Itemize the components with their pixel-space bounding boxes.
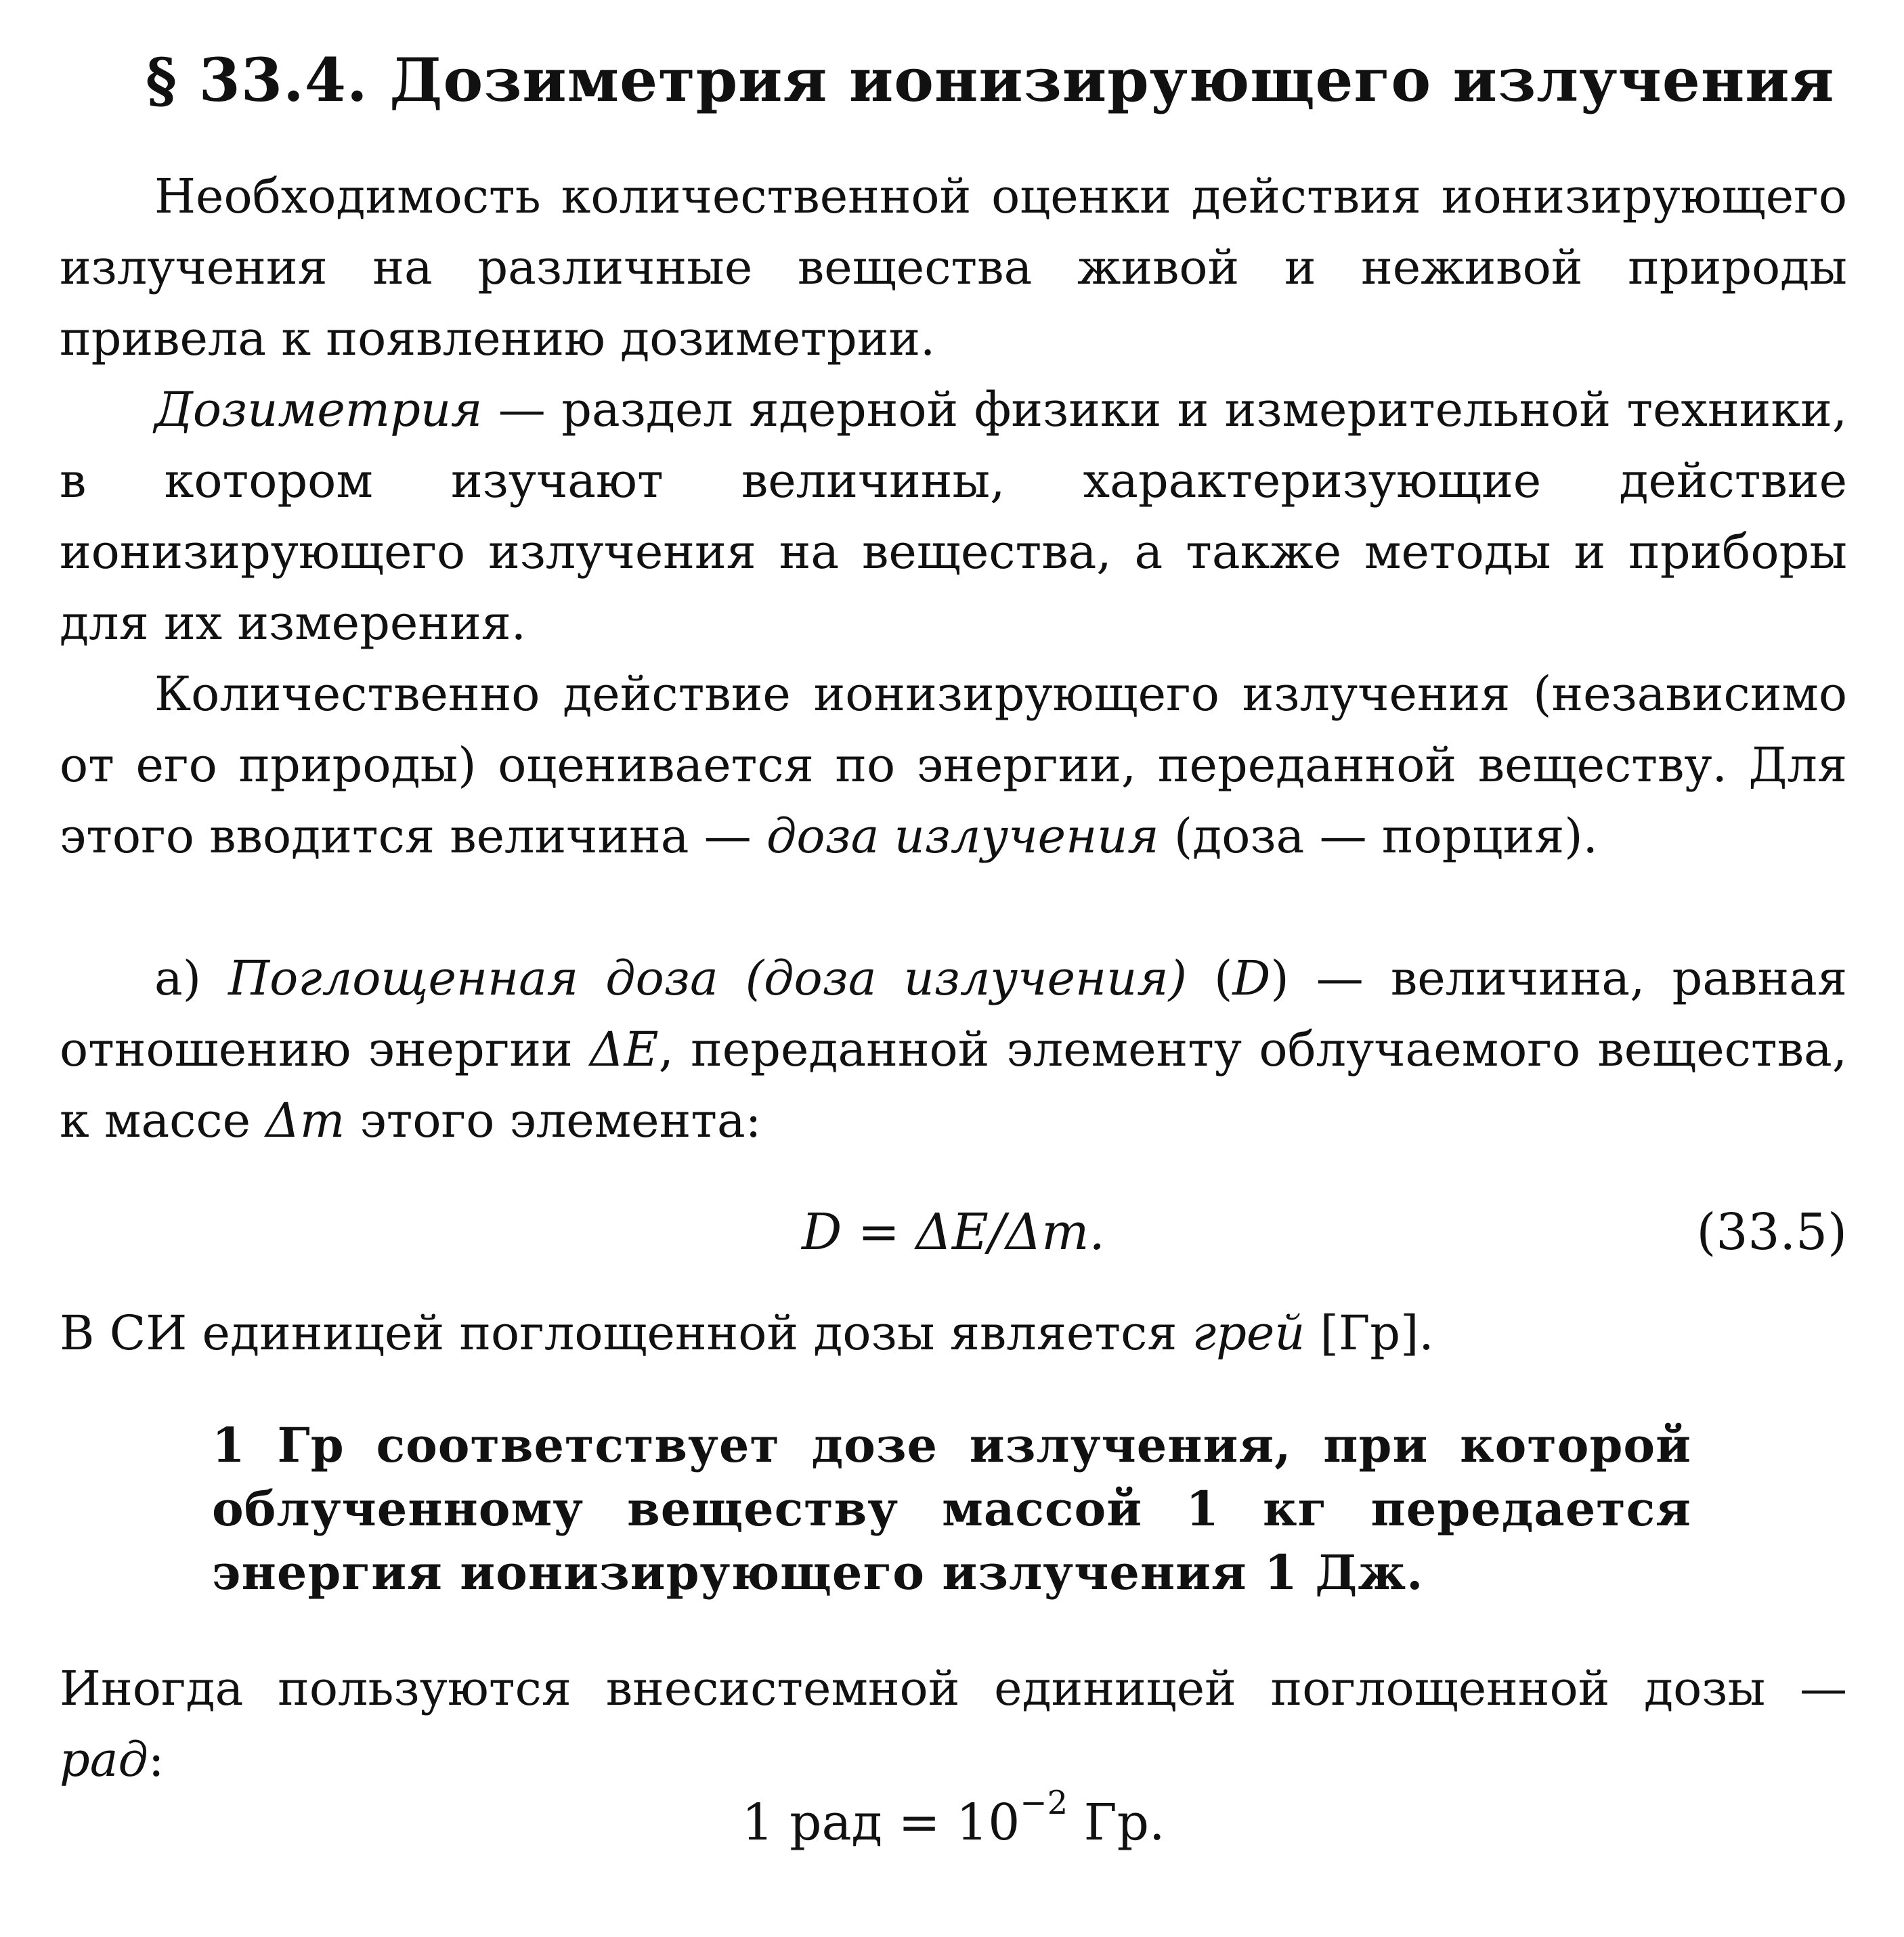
absorbed-dose-text-b: , переданной элементу облучаемого вещества, к массе: [60, 1022, 1847, 1148]
rad-conversion-expression: [60, 1782, 1847, 1863]
item-marker: а): [154, 951, 229, 1006]
formula-rad-conversion: [60, 1782, 1847, 1863]
si-unit-text-b: [Гр].: [1305, 1305, 1434, 1361]
symbol-d: D: [1232, 951, 1271, 1006]
formula-expression: D = ΔE/Δm.: [802, 1203, 1105, 1261]
symbol-close-paren: ): [1270, 951, 1289, 1006]
absorbed-dose-text-c: этого элемента:: [345, 1093, 762, 1148]
rad-conversion-lhs: 1 рад = 10: [741, 1793, 1020, 1852]
paragraph-dose-text-a: Количественно действие ионизирующего излучения (независимо от его природы) оценивается по энергии, переданной веществу. Для этого вводится величина —: [60, 666, 1847, 864]
paragraph-dosimetry-definition: [60, 374, 1847, 659]
paragraph-rad-unit: [60, 1653, 1847, 1795]
rad-unit-text-a: Иногда пользуются внесистемной единицей поглощенной дозы —: [60, 1661, 1847, 1716]
term-rad: рад: [60, 1732, 148, 1787]
symbol-delta-e: ΔE: [589, 1022, 659, 1077]
paragraph-dose-intro: [60, 659, 1847, 872]
paragraph-intro-text: Необходимость количественной оценки действия ионизирующего излучения на различные вещества живой и неживой природы привела к появлению дозиметрии.: [60, 169, 1847, 366]
term-gray: грей: [1192, 1305, 1305, 1361]
term-dosimetry: Дозиметрия: [154, 382, 483, 437]
si-unit-text-a: В СИ единицей поглощенной дозы является: [60, 1305, 1192, 1361]
term-radiation-dose: доза излучения: [766, 808, 1159, 864]
absorbed-dose-text-a: — величина, равная отношению энергии: [60, 951, 1848, 1077]
paragraph-intro: [60, 161, 1847, 374]
paragraph-si-unit: [60, 1298, 1847, 1369]
paragraph-dose-text-b: (доза — порция).: [1159, 808, 1598, 864]
symbol-open-paren: (: [1186, 951, 1233, 1006]
rad-conversion-exponent: −2: [1020, 1784, 1068, 1823]
equation-number: (33.5): [1696, 1203, 1847, 1261]
term-absorbed-dose: Поглощенная доза (доза излучения): [228, 951, 1187, 1006]
rad-unit-text-b: :: [148, 1732, 165, 1787]
gray-definition: [212, 1414, 1691, 1605]
symbol-delta-m: Δm: [265, 1093, 345, 1148]
formula-absorbed-dose: [60, 1192, 1847, 1273]
rad-conversion-rhs: Гр.: [1068, 1793, 1165, 1852]
gray-definition-text: 1 Гр соответствует дозе излучения, при которой облученному веществу массой 1 кг передается энергия ионизирующего излучения 1 Дж.: [212, 1417, 1691, 1601]
section-title: § 33.4. Дозиметрия ионизирующего излучения: [146, 45, 1835, 115]
paragraph-absorbed-dose: [60, 943, 1847, 1156]
paragraph-dosimetry-text: — раздел ядерной физики и измерительной техники, в котором изучают величины, характеризующие действие ионизирующего излучения на вещества, а также методы и приборы для их измерения.: [60, 382, 1847, 651]
